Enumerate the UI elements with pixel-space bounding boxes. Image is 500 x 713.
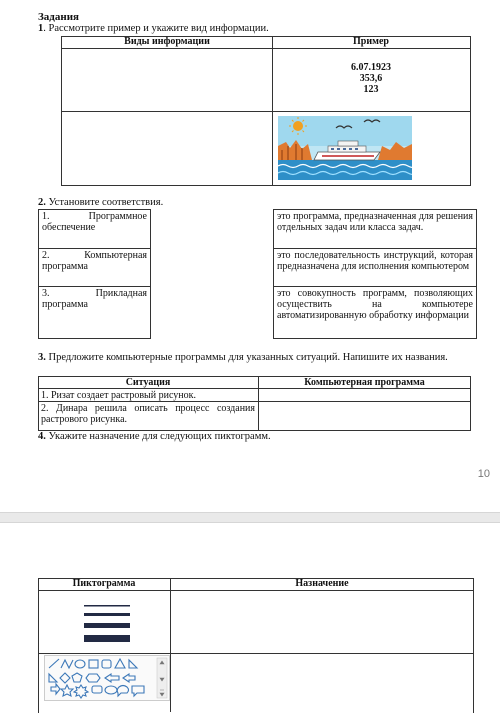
- column-header-info-type: Виды информации: [124, 36, 210, 47]
- column-header-situation: Ситуация: [125, 377, 171, 388]
- term-application-program: 3. Прикладная программа: [42, 288, 147, 310]
- task-3-text: Предложите компьютерные программы для указанных ситуаций. Напишите их названия.: [45, 352, 448, 363]
- example-text-values: [272, 62, 470, 95]
- example-value: 6.07.1923: [351, 62, 391, 73]
- task-1-text: . Рассмотрите пример и укажите вид информации.: [43, 23, 269, 34]
- definition-item: это последовательность инструкций, которая предназначена для исполнения компьютером: [277, 250, 473, 272]
- column-header-icon: Пиктограмма: [72, 578, 136, 589]
- situation-row: 2. Динара решила описать процесс создания растрового рисунка.: [41, 403, 255, 425]
- answer-cell[interactable]: [260, 389, 469, 400]
- task-2-text: Установите соответствия.: [45, 197, 164, 208]
- line-weight-icon: [64, 595, 150, 651]
- answer-cell[interactable]: [173, 655, 469, 710]
- task-2-heading: [38, 197, 163, 208]
- page-separator: [0, 512, 500, 523]
- example-value: 353,6: [359, 73, 383, 84]
- page-number: 10: [477, 468, 490, 480]
- task-2-number: 2.: [38, 197, 46, 208]
- task-1-number: 1: [38, 23, 44, 34]
- answer-cell[interactable]: [173, 592, 469, 651]
- example-value: 123: [363, 84, 379, 95]
- answer-cell[interactable]: [64, 114, 270, 183]
- shapes-gallery-icon: [44, 655, 170, 701]
- term-computer-program: 2. Компьютерная программа: [42, 250, 147, 272]
- task-1-heading: [38, 23, 269, 34]
- task-4-heading: [38, 431, 271, 442]
- definition-item: это программа, предназначенная для решения отдельных задач или класса задач.: [277, 211, 473, 233]
- task-1-table: [61, 36, 471, 186]
- answer-cell[interactable]: [64, 50, 270, 109]
- situation-row: 1. Ризат создает растровый рисунок.: [41, 390, 196, 401]
- answer-cell[interactable]: [260, 402, 469, 429]
- page-title: Задания: [38, 11, 79, 23]
- definition-item: это совокупность программ, позволяющих осуществить на компьютере автоматизированную обработку информации: [277, 288, 473, 321]
- column-header-example: Пример: [353, 36, 389, 47]
- task-4-text: Укажите назначение для следующих пиктограмм.: [45, 431, 271, 442]
- task-4-number: 4.: [38, 431, 46, 442]
- column-header-purpose: Назначение: [295, 578, 349, 589]
- task-3-number: 3.: [38, 352, 46, 363]
- column-header-program: Компьютерная программа: [304, 377, 425, 388]
- ship-seascape-image: [278, 116, 412, 180]
- task-3-heading: [38, 352, 469, 363]
- term-software: 1. Программное обеспечение: [42, 211, 147, 233]
